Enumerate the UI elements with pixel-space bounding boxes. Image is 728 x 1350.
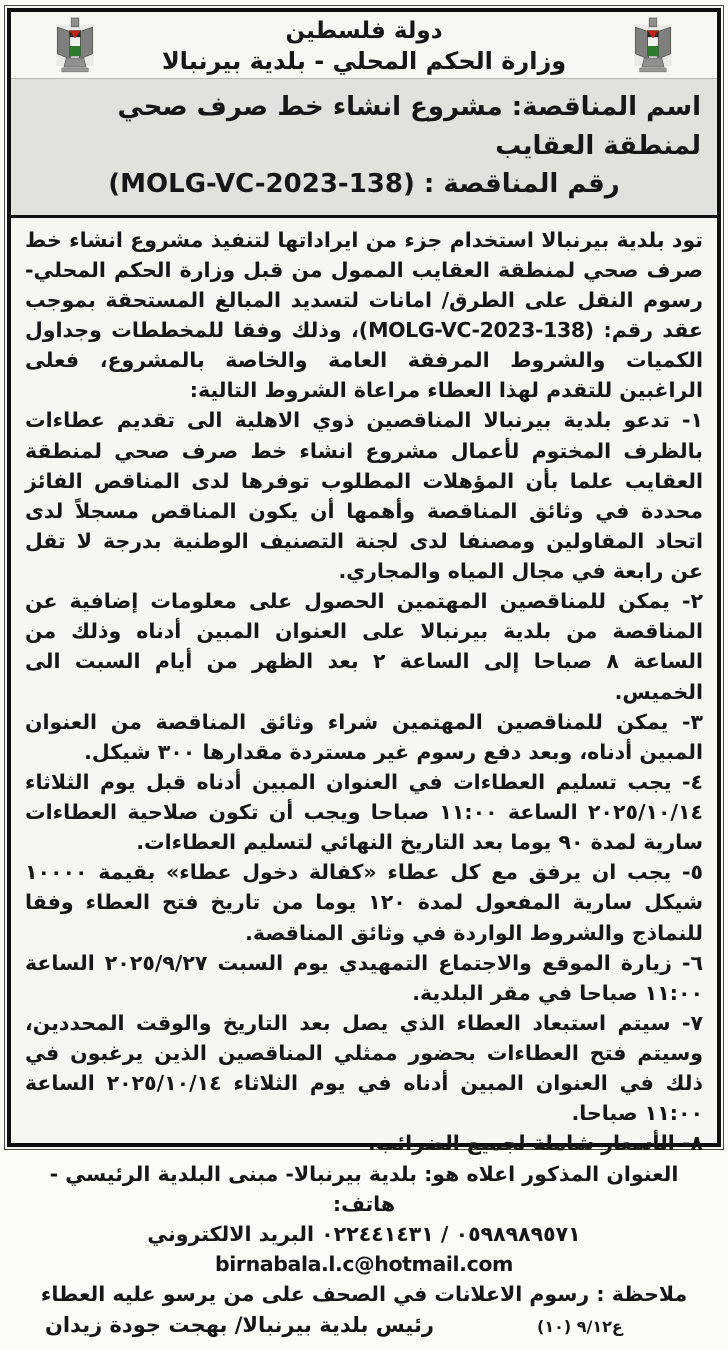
condition-item-5: ٥- يجب ان يرفق مع كل عطاء «كفالة دخول عطاء» بقيمة ١٠٠٠٠ شيكل سارية المفعول لمدة ١٢٠ يوما من تاريخ فتح العطاء وفقا للنماذج والشروط الواردة في وثائق المناقصة. <box>25 860 703 945</box>
state-name: دولة فلسطين <box>285 17 443 44</box>
condition-item-6: ٦- زيارة الموقع والاجتماع التمهيدي يوم السبت ٢٠٢٥/٩/٢٧ الساعة ١١:٠٠ صباحا في مقر البلدية. <box>25 950 703 1005</box>
ad-outer-border <box>4 5 724 1338</box>
contact-line: ٠٥٩٨٩٨٩٥٧١ / ٠٢٢٤٤١٤٣١ البريد الالكتروني birnabala.l.c@hotmail.com <box>147 1221 581 1276</box>
palestine-coat-of-arms-icon <box>53 17 97 75</box>
tender-number: رقم المناقصة : (MOLG-VC-2023-138) <box>108 169 620 199</box>
ministry-municipality-name: وزارة الحكم المحلي - بلدية بيرنبالا <box>161 46 567 75</box>
condition-item-8: ٨- الأسعار شاملة لجميع الضرائب. <box>367 1131 703 1156</box>
note-line: ملاحظة : رسوم الاعلانات في الصحف على من يرسو عليه العطاء <box>40 1282 688 1307</box>
tender-title-band <box>11 78 717 215</box>
condition-item-7: ٧- سيتم استبعاد العطاء الذي يصل بعد التاريخ والوقت المحددين، وسيتم فتح العطاءات بحضور ممثلي المناقصين الذين يرغبون في ذلك في العنوان المبين أدناه في يوم الثلاثاء ٢٠٢٥/١٠/١٤ الساعة ١١:٠٠ صباحا. <box>25 1010 703 1126</box>
condition-item-2: ٢- يمكن للمناقصين المهتمين الحصول على معلومات إضافية عن المناقصة من بلدية بيرنبالا على العنوان المبين أدناه وذلك من الساعة ٨ صباحا إلى الساعة ٢ بعد الظهر من أيام السبت الى الخميس. <box>25 589 703 704</box>
condition-item-3: ٣- يمكن للمناقصين المهتمين شراء وثائق المناقصة من العنوان المبين أدناه، وبعد دفع رسوم غير مستردة مقدارها ٣٠٠ شيكل. <box>25 709 703 764</box>
header-titles <box>97 18 631 75</box>
condition-item-1: ١- تدعو بلدية بيرنبالا المناقصين ذوي الاهلية الى تقديم عطاءات بالظرف المختوم لأعمال مشروع انشاء خط صرف صحي لمنطقة العقايب علما بأن المؤهلات المطلوب توفرها لدى المناقص الفائز محددة في وثائق المناقصة وأهمها أن يكون المناقص مسجلاً لدى اتحاد المقاولين ومصنفا لدى لجنة التصنيف الوطنية بدرجة لا تقل عن رابعة في مجال المياه والمجاري. <box>25 408 703 584</box>
address-line: العنوان المذكور اعلاه هو: بلدية بيرنبالا- مبنى البلدية الرئيسي - هاتف: <box>49 1161 679 1216</box>
tender-body <box>11 215 717 1350</box>
ad-frame <box>7 8 721 1338</box>
condition-item-4: ٤- يجب تسليم العطاءات في العنوان المبين أدناه قبل يوم الثلاثاء ٢٠٢٥/١٠/١٤ الساعة ١١:٠٠ صباحا ويجب أن تكون صلاحية العطاءات سارية لمدة ٩٠ يوما بعد التاريخ النهائي لتسليم العطاءات. <box>25 769 703 855</box>
palestine-coat-of-arms-icon <box>631 17 675 75</box>
signature-row <box>25 1311 703 1347</box>
mayor-signature: رئيس بلدية بيرنبالا/ بهجت جودة زيدان <box>45 1313 434 1338</box>
tender-name: اسم المناقصة: مشروع انشاء خط صرف صحي لمنطقة العقايب <box>117 92 701 161</box>
header <box>11 12 717 78</box>
ad-reference-code: ع٩/١٢ (١٠) <box>537 1317 623 1337</box>
intro-paragraph: تود بلدية بيرنبالا استخدام جزء من ايراداتها لتنفيذ مشروع انشاء خط صرف صحي لمنطقة العقايب الممول من قبل وزارة الحكم المحلي-رسوم النقل على الطرق/ امانات لتسديد المبالغ المستحقة بموجب عقد رقم: (MOLG-VC-2023-138)، وذلك وفقا للمخططات وجداول الكميات والشروط المرفقة العامة والخاصة بالمشروع، فعلى الراغبين للتقدم لهذا العطاء مراعاة الشروط التالية: <box>25 227 703 403</box>
